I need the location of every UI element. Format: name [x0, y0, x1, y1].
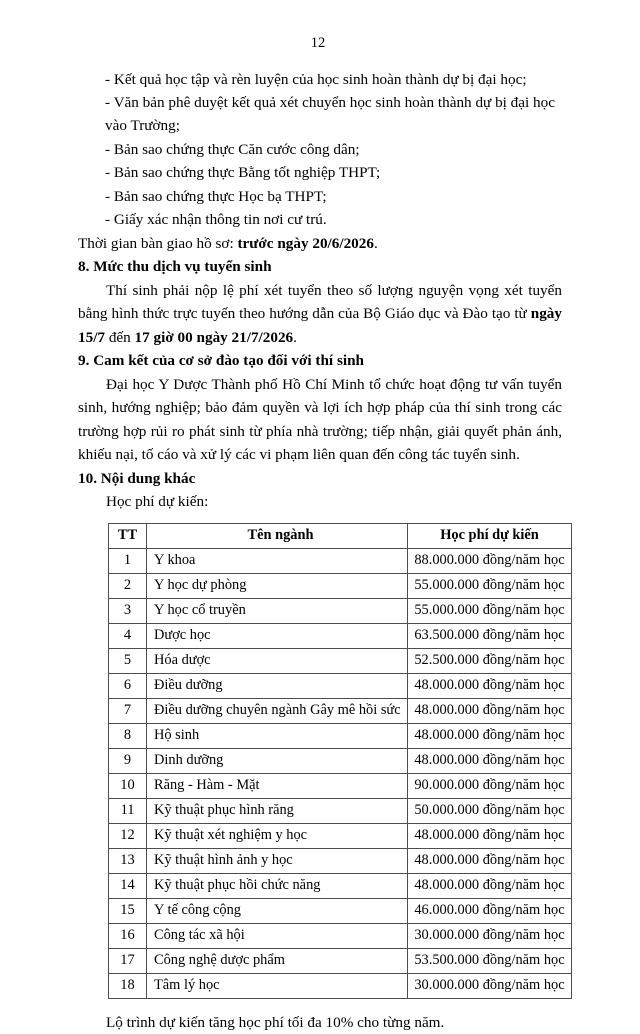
cell-tt: 6 — [109, 673, 147, 698]
list-item: - Kết quả học tập và rèn luyện của học sinh hoàn thành dự bị đại học; — [78, 68, 562, 91]
list-item: - Giấy xác nhận thông tin nơi cư trú. — [78, 208, 562, 231]
cell-tt: 15 — [109, 898, 147, 923]
cell-major-name: Y học dự phòng — [147, 573, 408, 598]
page-number: 12 — [74, 0, 562, 51]
section-8-bold-2: 17 giờ 00 ngày 21/7/2026 — [135, 329, 294, 346]
fee-increase-note: Lộ trình dự kiến tăng học phí tối đa 10% cho từng năm. — [78, 1011, 562, 1034]
section-8-text-2: đến — [105, 329, 135, 346]
document-body — [78, 68, 562, 1034]
cell-tt: 4 — [109, 623, 147, 648]
cell-tt: 9 — [109, 748, 147, 773]
cell-tt: 17 — [109, 948, 147, 973]
cell-tt: 16 — [109, 923, 147, 948]
cell-fee: 90.000.000 đồng/năm học — [408, 773, 572, 798]
cell-fee: 30.000.000 đồng/năm học — [408, 923, 572, 948]
cell-major-name: Kỹ thuật phục hình răng — [147, 798, 408, 823]
cell-major-name: Kỹ thuật xét nghiệm y học — [147, 823, 408, 848]
handover-prefix: Thời gian bàn giao hồ sơ: — [78, 235, 237, 252]
cell-fee: 63.500.000 đồng/năm học — [408, 623, 572, 648]
column-header-major: Tên ngành — [147, 523, 408, 548]
cell-fee: 48.000.000 đồng/năm học — [408, 698, 572, 723]
cell-major-name: Điều dưỡng — [147, 673, 408, 698]
cell-fee: 46.000.000 đồng/năm học — [408, 898, 572, 923]
cell-major-name: Hóa dược — [147, 648, 408, 673]
table-row — [109, 623, 572, 648]
cell-fee: 48.000.000 đồng/năm học — [408, 748, 572, 773]
table-row — [109, 798, 572, 823]
section-10-heading: 10. Nội dung khác — [78, 467, 562, 490]
table-row — [109, 973, 572, 998]
cell-major-name: Công nghệ dược phẩm — [147, 948, 408, 973]
cell-fee: 88.000.000 đồng/năm học — [408, 548, 572, 573]
cell-fee: 50.000.000 đồng/năm học — [408, 798, 572, 823]
section-8-bold-1: ngày 15/7 — [78, 305, 562, 345]
cell-fee: 48.000.000 đồng/năm học — [408, 723, 572, 748]
fee-table — [108, 523, 572, 999]
table-row — [109, 773, 572, 798]
table-row — [109, 573, 572, 598]
handover-suffix: . — [374, 235, 378, 252]
cell-major-name: Dược học — [147, 623, 408, 648]
cell-major-name: Răng - Hàm - Mặt — [147, 773, 408, 798]
cell-tt: 13 — [109, 848, 147, 873]
list-item: - Bản sao chứng thực Học bạ THPT; — [78, 185, 562, 208]
table-row — [109, 823, 572, 848]
cell-tt: 5 — [109, 648, 147, 673]
table-row — [109, 723, 572, 748]
cell-tt: 18 — [109, 973, 147, 998]
fee-table-body — [109, 548, 572, 998]
cell-major-name: Hộ sinh — [147, 723, 408, 748]
cell-tt: 14 — [109, 873, 147, 898]
section-8-text-3: . — [293, 329, 297, 346]
cell-tt: 8 — [109, 723, 147, 748]
cell-fee: 48.000.000 đồng/năm học — [408, 873, 572, 898]
cell-tt: 1 — [109, 548, 147, 573]
table-row — [109, 648, 572, 673]
handover-deadline-bold: trước ngày 20/6/2026 — [237, 235, 373, 252]
cell-tt: 2 — [109, 573, 147, 598]
list-item: - Bản sao chứng thực Bằng tốt nghiệp THPT; — [78, 161, 562, 184]
table-row — [109, 948, 572, 973]
table-row — [109, 698, 572, 723]
section-9-body: Đại học Y Dược Thành phố Hồ Chí Minh tổ chức hoạt động tư vấn tuyển sinh, hướng nghiệp; bảo đảm quyền và lợi ích hợp pháp của thí sinh trong các trường hợp rủi ro phát sinh từ phía nhà trường; tiếp nhận, giải quyết phản ánh, khiếu nại, tố cáo và xử lý các vi phạm liên quan đến công tác tuyển sinh. — [78, 373, 562, 467]
cell-major-name: Điều dưỡng chuyên ngành Gây mê hồi sức — [147, 698, 408, 723]
section-8-body — [78, 279, 562, 349]
table-row — [109, 873, 572, 898]
cell-major-name: Tâm lý học — [147, 973, 408, 998]
table-row — [109, 848, 572, 873]
table-row — [109, 598, 572, 623]
cell-tt: 7 — [109, 698, 147, 723]
section-8-heading: 8. Mức thu dịch vụ tuyển sinh — [78, 255, 562, 278]
section-9-heading: 9. Cam kết của cơ sở đào tạo đối với thí sinh — [78, 349, 562, 372]
fee-table-subtitle: Học phí dự kiến: — [78, 490, 562, 513]
table-header-row — [109, 523, 572, 548]
cell-tt: 12 — [109, 823, 147, 848]
table-row — [109, 673, 572, 698]
cell-major-name: Y khoa — [147, 548, 408, 573]
cell-fee: 48.000.000 đồng/năm học — [408, 823, 572, 848]
cell-fee: 55.000.000 đồng/năm học — [408, 573, 572, 598]
list-item: - Bản sao chứng thực Căn cước công dân; — [78, 138, 562, 161]
cell-tt: 10 — [109, 773, 147, 798]
table-row — [109, 898, 572, 923]
cell-major-name: Dinh dưỡng — [147, 748, 408, 773]
table-row — [109, 548, 572, 573]
cell-major-name: Y tế công cộng — [147, 898, 408, 923]
cell-major-name: Kỹ thuật phục hồi chức năng — [147, 873, 408, 898]
handover-deadline-line — [78, 232, 562, 255]
cell-fee: 48.000.000 đồng/năm học — [408, 673, 572, 698]
cell-fee: 30.000.000 đồng/năm học — [408, 973, 572, 998]
cell-fee: 48.000.000 đồng/năm học — [408, 848, 572, 873]
cell-major-name: Y học cổ truyền — [147, 598, 408, 623]
list-item: - Văn bản phê duyệt kết quả xét chuyển học sinh hoàn thành dự bị đại học vào Trường; — [78, 91, 562, 138]
cell-tt: 3 — [109, 598, 147, 623]
cell-fee: 53.500.000 đồng/năm học — [408, 948, 572, 973]
cell-fee: 52.500.000 đồng/năm học — [408, 648, 572, 673]
cell-major-name: Công tác xã hội — [147, 923, 408, 948]
column-header-fee: Học phí dự kiến — [408, 523, 572, 548]
table-row — [109, 923, 572, 948]
table-row — [109, 748, 572, 773]
cell-tt: 11 — [109, 798, 147, 823]
column-header-tt: TT — [109, 523, 147, 548]
cell-major-name: Kỹ thuật hình ảnh y học — [147, 848, 408, 873]
cell-fee: 55.000.000 đồng/năm học — [408, 598, 572, 623]
section-8-text-1: Thí sinh phải nộp lệ phí xét tuyển theo số lượng nguyện vọng xét tuyển bằng hình thức trực tuyến theo hướng dẫn của Bộ Giáo dục và Đào tạo từ — [78, 282, 562, 322]
